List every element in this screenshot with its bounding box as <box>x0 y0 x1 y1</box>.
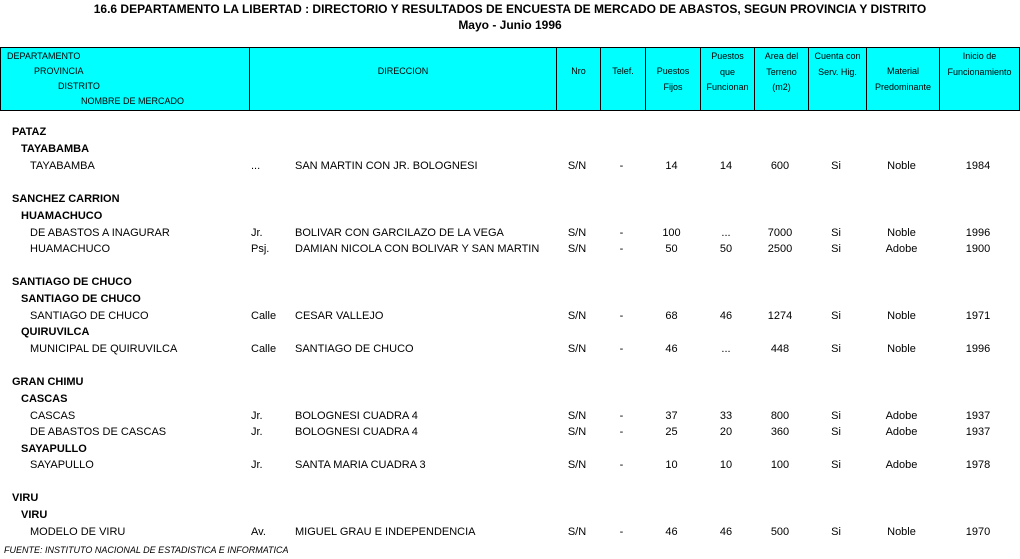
cell-inicio: 1978 <box>965 459 991 471</box>
cell-inicio: 1996 <box>965 343 991 355</box>
header-departamento: DEPARTAMENTO <box>7 51 81 61</box>
cell-fijos: 68 <box>665 310 678 322</box>
district-row <box>0 291 1020 307</box>
district-row <box>0 141 1020 157</box>
district-name: TAYABAMBA <box>21 143 90 155</box>
district-name: VIRU <box>21 509 48 521</box>
cell-nro: S/N <box>567 227 587 239</box>
province-name: SANCHEZ CARRION <box>12 193 120 205</box>
cell-funcionan: 33 <box>719 410 733 422</box>
cell-inicio: 1937 <box>965 426 991 438</box>
market-name: DE ABASTOS DE CASCAS <box>30 426 167 438</box>
cell-nro: S/N <box>567 243 587 255</box>
street-type: Jr. <box>251 410 263 422</box>
cell-telef: - <box>619 426 624 438</box>
header-nro <box>556 48 600 110</box>
cell-area: 1274 <box>767 310 793 322</box>
cell-material: Adobe <box>885 410 918 422</box>
market-name: TAYABAMBA <box>30 160 95 172</box>
cell-fijos: 46 <box>665 526 678 538</box>
province-name: PATAZ <box>12 126 47 138</box>
header-puestos-fijos-line1: Puestos <box>656 66 690 76</box>
table-row <box>0 424 1020 440</box>
header-area <box>754 48 808 110</box>
cell-fijos: 10 <box>665 459 678 471</box>
cell-nro: S/N <box>567 343 587 355</box>
district-row <box>0 507 1020 523</box>
province-row <box>0 274 1020 290</box>
cell-funcionan: 20 <box>719 426 733 438</box>
street-type: Calle <box>251 343 277 355</box>
cell-area: 360 <box>770 426 790 438</box>
cell-nro: S/N <box>567 160 587 172</box>
header-distrito: DISTRITO <box>58 81 100 91</box>
cell-nro: S/N <box>567 310 587 322</box>
header-servicios-line2: Serv. Hig. <box>818 66 857 77</box>
header-material <box>866 48 939 110</box>
cell-material: Noble <box>887 160 916 172</box>
cell-serv: Si <box>831 160 841 172</box>
header-telef-label: Telef. <box>612 66 634 76</box>
cell-material: Adobe <box>885 243 918 255</box>
street-type: ... <box>251 160 261 172</box>
market-name: DE ABASTOS A INAGURAR <box>30 227 170 239</box>
report-subtitle: Mayo - Junio 1996 <box>458 18 562 32</box>
cell-fijos: 25 <box>665 426 678 438</box>
cell-inicio: 1937 <box>965 410 991 422</box>
header-puestos-funcionan-line3: Funcionan <box>706 82 749 92</box>
header-nombre-mercado: NOMBRE DE MERCADO <box>81 96 185 106</box>
cell-inicio: 1984 <box>965 160 991 172</box>
cell-funcionan: 46 <box>719 310 733 322</box>
table-row <box>0 408 1020 424</box>
address: SANTIAGO DE CHUCO <box>295 343 414 355</box>
address: BOLOGNESI CUADRA 4 <box>295 410 418 422</box>
cell-inicio: 1971 <box>965 310 991 322</box>
cell-serv: Si <box>831 526 841 538</box>
table-row <box>0 524 1020 540</box>
cell-area: 500 <box>770 526 790 538</box>
cell-material: Noble <box>887 310 916 322</box>
cell-funcionan: ... <box>721 227 731 239</box>
cell-nro: S/N <box>567 426 587 438</box>
cell-funcionan: ... <box>721 343 731 355</box>
cell-funcionan: 14 <box>719 160 733 172</box>
district-name: CASCAS <box>21 393 68 405</box>
province-row <box>0 191 1020 207</box>
address: BOLIVAR CON GARCILAZO DE LA VEGA <box>295 227 504 239</box>
cell-telef: - <box>619 160 624 172</box>
cell-area: 800 <box>770 410 790 422</box>
cell-material: Noble <box>887 227 916 239</box>
cell-telef: - <box>619 459 624 471</box>
table-row <box>0 241 1020 257</box>
header-area-line2: Terreno <box>766 66 797 77</box>
cell-material: Adobe <box>885 459 918 471</box>
address: MIGUEL GRAU E INDEPENDENCIA <box>295 526 476 538</box>
header-direccion-label: DIRECCION <box>377 66 429 76</box>
table-row <box>0 308 1020 324</box>
district-name: SAYAPULLO <box>21 443 87 455</box>
report-title: 16.6 DEPARTAMENTO LA LIBERTAD : DIRECTORIO Y RESULTADOS DE ENCUESTA DE MERCADO DE ABASTOS, SEGUN PROVINCIA Y DISTRITO <box>93 2 927 16</box>
cell-fijos: 50 <box>665 243 678 255</box>
street-type: Jr. <box>251 227 263 239</box>
header-servicios-line1: Cuenta con <box>814 51 861 61</box>
cell-area: 600 <box>770 160 790 172</box>
cell-fijos: 100 <box>662 227 681 239</box>
address: BOLOGNESI CUADRA 4 <box>295 426 418 438</box>
district-name: QUIRUVILCA <box>21 326 90 338</box>
district-row <box>0 391 1020 407</box>
cell-inicio: 1970 <box>965 526 991 538</box>
header-puestos-funcionan <box>700 48 754 110</box>
district-name: SANTIAGO DE CHUCO <box>21 293 141 305</box>
header-inicio <box>939 48 1019 110</box>
market-name: SAYAPULLO <box>30 459 94 471</box>
cell-fijos: 46 <box>665 343 678 355</box>
header-nro-label: Nro <box>571 66 586 76</box>
cell-serv: Si <box>831 459 841 471</box>
header-puestos-fijos <box>645 48 700 110</box>
cell-nro: S/N <box>567 459 587 471</box>
table-row <box>0 341 1020 357</box>
address: SAN MARTIN CON JR. BOLOGNESI <box>295 160 478 172</box>
market-name: SANTIAGO DE CHUCO <box>30 310 149 322</box>
cell-material: Noble <box>887 526 916 538</box>
header-area-line3: (m2) <box>772 82 791 92</box>
cell-serv: Si <box>831 243 841 255</box>
header-servicios <box>808 48 866 110</box>
cell-serv: Si <box>831 227 841 239</box>
table-row <box>0 457 1020 473</box>
cell-material: Noble <box>887 343 916 355</box>
header-material-line2: Predominante <box>874 81 932 92</box>
header-inicio-line2: Funcionamiento <box>947 66 1012 77</box>
cell-funcionan: 10 <box>719 459 733 471</box>
cell-serv: Si <box>831 310 841 322</box>
province-name: SANTIAGO DE CHUCO <box>12 276 132 288</box>
province-name: VIRU <box>12 492 39 504</box>
header-provincia: PROVINCIA <box>34 66 84 76</box>
province-row <box>0 124 1020 140</box>
cell-funcionan: 50 <box>719 243 733 255</box>
cell-area: 2500 <box>767 243 793 255</box>
cell-telef: - <box>619 410 624 422</box>
cell-fijos: 14 <box>665 160 678 172</box>
market-name: MUNICIPAL DE QUIRUVILCA <box>30 343 178 355</box>
address: CESAR VALLEJO <box>295 310 384 322</box>
header-puestos-funcionan-line2: que <box>719 66 736 77</box>
street-type: Psj. <box>251 243 270 255</box>
street-type: Calle <box>251 310 277 322</box>
cell-telef: - <box>619 526 624 538</box>
cell-telef: - <box>619 227 624 239</box>
market-name: CASCAS <box>30 410 76 422</box>
province-row <box>0 490 1020 506</box>
cell-serv: Si <box>831 426 841 438</box>
source-note: FUENTE: INSTITUTO NACIONAL DE ESTADISTICA E INFORMATICA <box>4 545 289 555</box>
address: SANTA MARIA CUADRA 3 <box>295 459 426 471</box>
cell-nro: S/N <box>567 526 587 538</box>
market-name: HUAMACHUCO <box>30 243 111 255</box>
province-row <box>0 374 1020 390</box>
cell-telef: - <box>619 243 624 255</box>
header-puestos-funcionan-line1: Puestos <box>711 51 744 61</box>
cell-area: 7000 <box>767 227 793 239</box>
cell-serv: Si <box>831 410 841 422</box>
cell-serv: Si <box>831 343 841 355</box>
table-row <box>0 225 1020 241</box>
cell-fijos: 37 <box>665 410 678 422</box>
header-telef <box>600 48 645 110</box>
district-row <box>0 441 1020 457</box>
street-type: Av. <box>251 526 266 538</box>
district-row <box>0 208 1020 224</box>
cell-nro: S/N <box>567 410 587 422</box>
header-puestos-fijos-line2: Fijos <box>663 81 683 92</box>
header-area-line1: Area del <box>764 51 799 61</box>
address: DAMIAN NICOLA CON BOLIVAR Y SAN MARTIN <box>295 243 540 255</box>
cell-inicio: 1900 <box>965 243 991 255</box>
cell-telef: - <box>619 310 624 322</box>
cell-funcionan: 46 <box>719 526 733 538</box>
table-row <box>0 158 1020 174</box>
header-inicio-line1: Inicio de <box>962 51 997 61</box>
street-type: Jr. <box>251 426 263 438</box>
street-type: Jr. <box>251 459 263 471</box>
cell-telef: - <box>619 343 624 355</box>
district-name: HUAMACHUCO <box>21 210 103 222</box>
table-header <box>0 47 1020 111</box>
district-row <box>0 324 1020 340</box>
cell-area: 448 <box>770 343 790 355</box>
market-name: MODELO DE VIRU <box>30 526 126 538</box>
cell-inicio: 1996 <box>965 227 991 239</box>
header-material-line1: Material <box>886 66 919 76</box>
cell-area: 100 <box>770 459 790 471</box>
cell-material: Adobe <box>885 426 918 438</box>
header-direccion <box>249 48 556 110</box>
province-name: GRAN CHIMU <box>12 376 84 388</box>
